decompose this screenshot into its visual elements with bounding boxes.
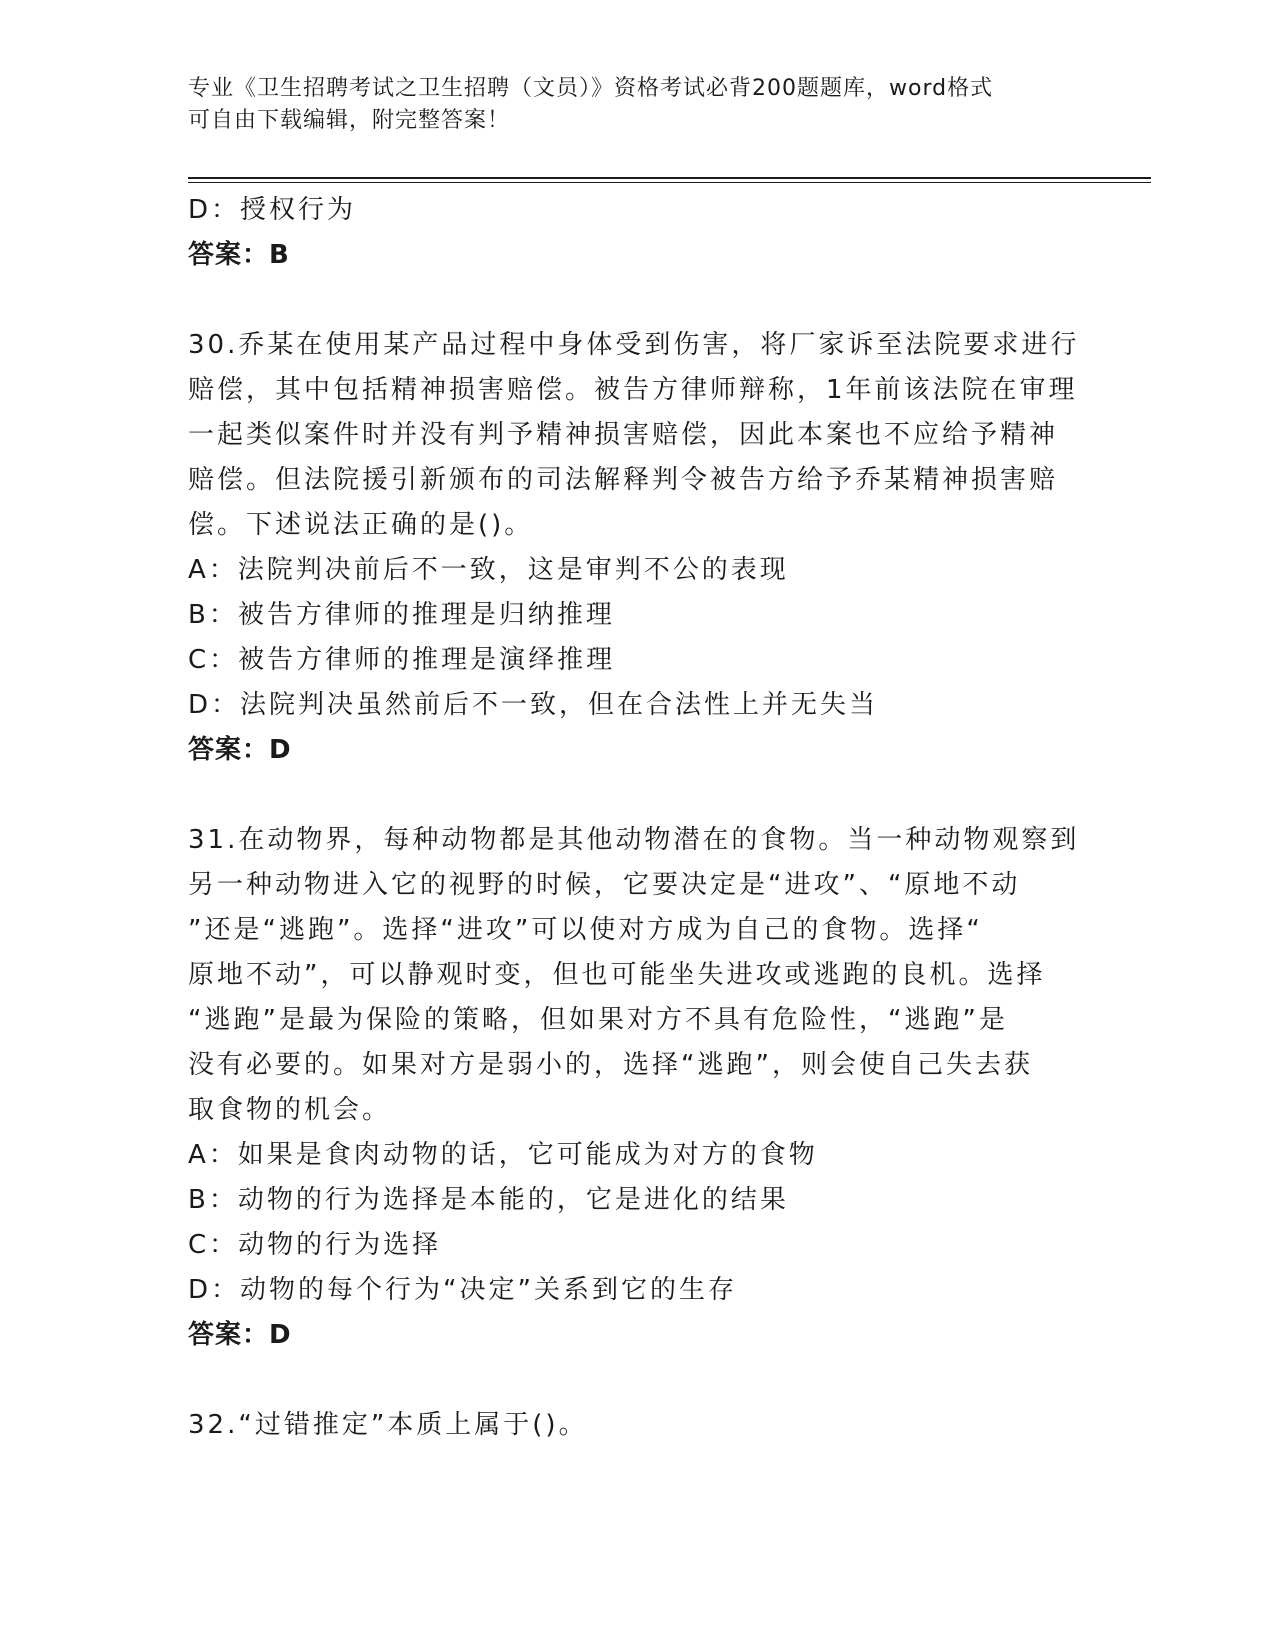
option-d: D：法院判决虽然前后不一致，但在合法性上并无失当 — [188, 690, 879, 720]
answer-label: 答案：D — [188, 1320, 292, 1350]
document-body — [188, 188, 1088, 1448]
question-31 — [188, 818, 1088, 1358]
option-d: D：动物的每个行为“决定”关系到它的生存 — [188, 1275, 737, 1305]
question-text-line: ”还是“逃跑”。选择“进攻”可以使对方成为自己的食物。选择“ — [188, 915, 983, 945]
question-text-line: 一起类似案件时并没有判予精神损害赔偿，因此本案也不应给予精神 — [188, 420, 1059, 450]
answer-label: 答案：B — [188, 240, 290, 270]
option-c: C：动物的行为选择 — [188, 1230, 442, 1260]
document-header — [188, 73, 1068, 137]
question-text-line: 没有必要的。如果对方是弱小的，选择“逃跑”，则会使自己失去获 — [188, 1050, 1033, 1080]
question-text-line: 取食物的机会。 — [188, 1095, 392, 1125]
option-b: B：被告方律师的推理是归纳推理 — [188, 600, 615, 630]
question-text-line: 偿。下述说法正确的是()。 — [188, 510, 534, 540]
option-c: C：被告方律师的推理是演绎推理 — [188, 645, 616, 675]
question-text-line: 31.在动物界，每种动物都是其他动物潜在的食物。当一种动物观察到 — [188, 825, 1080, 855]
question-32 — [188, 1403, 1088, 1448]
question-text-line: 原地不动”，可以静观时变，但也可能坐失进攻或逃跑的良机。选择 — [188, 960, 1046, 990]
option-b: B：动物的行为选择是本能的，它是进化的结果 — [188, 1185, 789, 1215]
question-30 — [188, 323, 1088, 773]
spacer — [188, 278, 1088, 323]
question-text-line: 赔偿。但法院援引新颁布的司法解释判令被告方给予乔某精神损害赔 — [188, 465, 1059, 495]
spacer — [188, 773, 1088, 818]
question-text-line: 32.“过错推定”本质上属于()。 — [188, 1410, 588, 1440]
spacer — [188, 1358, 1088, 1403]
header-divider-thin — [188, 182, 1151, 183]
question-text-line: “逃跑”是最为保险的策略，但如果对方不具有危险性，“逃跑”是 — [188, 1005, 1008, 1035]
option-a: A：法院判决前后不一致，这是审判不公的表现 — [188, 555, 789, 585]
option-d: D：授权行为 — [188, 195, 357, 225]
header-line-2: 可自由下载编辑，附完整答案！ — [188, 108, 511, 133]
answer-label: 答案：D — [188, 735, 292, 765]
option-a: A：如果是食肉动物的话，它可能成为对方的食物 — [188, 1140, 818, 1170]
question-text-line: 另一种动物进入它的视野的时候，它要决定是“进攻”、“原地不动 — [188, 870, 1021, 900]
question-text-line: 30.乔某在使用某产品过程中身体受到伤害，将厂家诉至法院要求进行 — [188, 330, 1080, 360]
header-divider-thick — [188, 177, 1151, 179]
question-text-line: 赔偿，其中包括精神损害赔偿。被告方律师辩称，1年前该法院在审理 — [188, 375, 1078, 405]
header-line-1: 专业《卫生招聘考试之卫生招聘（文员）》资格考试必背200题题库，word格式 — [188, 76, 994, 101]
question-29-tail — [188, 188, 1088, 278]
